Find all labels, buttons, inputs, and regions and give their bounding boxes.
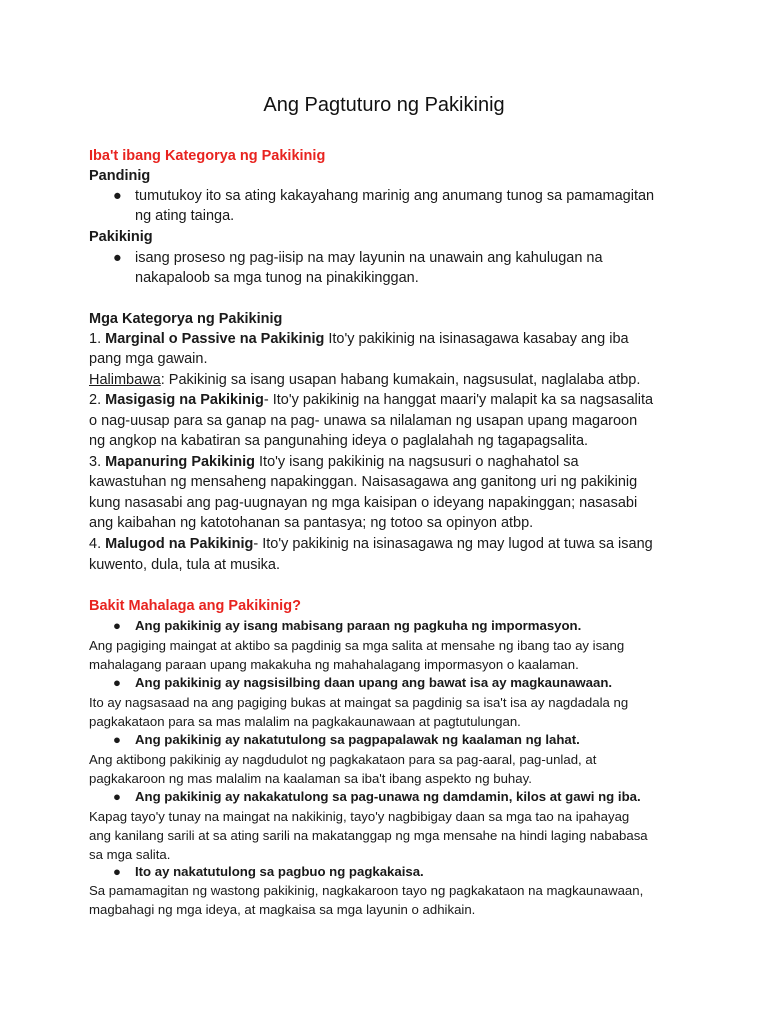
section-heading-kategorya: Iba't ibang Kategorya ng Pakikinig: [89, 148, 326, 164]
item-text-line: kuwento, dula, tula at musika.: [89, 557, 281, 573]
item-text-line: ang kaibahan ng katotohanan sa pantasya; ng totoo sa opinyon atbp.: [89, 515, 534, 531]
category-item-4: [89, 534, 679, 555]
reason-body-line: Ang aktibong pakikinig ay nagdudulot ng pagkakataon para sa pag-aaral, pag-unlad, at: [89, 752, 597, 767]
reason-title-text: Ito ay nakatutulong sa pagbuo ng pagkakaisa.: [135, 864, 424, 879]
bullet-icon: ●: [113, 732, 121, 747]
document-title: Ang Pagtuturo ng Pakikinig: [263, 94, 505, 116]
item-text-line: ng angkop na kabatiran sa pangunahing ideya o paglalahah ng tagapagsalita.: [89, 433, 589, 449]
bullet-icon: ●: [113, 789, 121, 804]
reason-body-line: mahalagang paraan upang makakuha ng mahahalagang impormasyon o kaalaman.: [89, 657, 579, 672]
item-title: Malugod na Pakikinig: [105, 536, 254, 552]
term-pakikinig: Pakikinig: [89, 229, 153, 245]
item-title: Masigasig na Pakikinig: [105, 392, 264, 408]
category-item-2: [89, 390, 679, 411]
reason-title-text: Ang pakikinig ay nakatutulong sa pagpapalawak ng kaalaman ng lahat.: [135, 732, 580, 747]
section-heading-bakit-mahalaga: Bakit Mahalaga ang Pakikinig?: [89, 598, 301, 614]
section-heading-mga-kategorya: Mga Kategorya ng Pakikinig: [89, 311, 283, 327]
reason-body-line: pagkakaroon ng mas malalim na kaalaman sa iba't ibang aspekto ng buhay.: [89, 771, 532, 786]
reason-body-line: Sa pamamagitan ng wastong pakikinig, nagkakaroon tayo ng pagkakataon na magkaunawaan,: [89, 883, 644, 898]
category-item-1: [89, 329, 679, 350]
item-text: Ito'y pakikinig na isinasagawa kasabay ang iba: [324, 331, 629, 347]
reason-body-line: Ito ay nagsasaad na ang pagiging bukas at maingat sa pagdinig sa isa't isa ay nagdadala ng: [89, 695, 629, 710]
reason-body-line: Kapag tayo'y tunay na maingat na nakikinig, tayo'y nagbibigay daan sa mga tao na ipahayag: [89, 809, 630, 824]
bullet-icon: ●: [113, 675, 121, 690]
reason-title-text: Ang pakikinig ay isang mabisang paraan ng pagkuha ng impormasyon.: [135, 618, 582, 633]
example-text: : Pakikinig sa isang usapan habang kumakain, nagsusulat, naglalaba atbp.: [160, 372, 641, 388]
item-title: Mapanuring Pakikinig: [105, 454, 255, 470]
bullet-icon: ●: [113, 618, 121, 633]
item-number: 2.: [89, 392, 106, 408]
item-text-line: o nag-uusap para sa ganap na pag- unawa sa nilalaman ng usapan upang magaroon: [89, 413, 638, 429]
bullet-icon: ●: [113, 188, 122, 204]
item-number: 1.: [89, 331, 106, 347]
reason-body-line: sa mga salita.: [89, 847, 171, 862]
bullet-text: nakapaloob sa mga tunog na pinakikinggan.: [135, 270, 419, 286]
example-line: [89, 370, 679, 391]
reason-body-line: ang kanilang sarili at sa ating sarili na makatanggap ng mga mensahe na hindi laging nababasa: [89, 828, 648, 843]
item-text: Ito'y isang pakikinig na nagsusuri o naghahatol sa: [254, 454, 579, 470]
item-text-line: kawastuhan ng mensaheng napakinggan. Naisasagawa ang ganitong uri ng pakikinig: [89, 474, 638, 490]
reason-title-text: Ang pakikinig ay nagsisilbing daan upang ang bawat isa ay magkaunawaan.: [135, 675, 613, 690]
bullet-text: tumutukoy ito sa ating kakayahang marinig ang anumang tunog sa pamamagitan: [135, 188, 655, 204]
item-number: 4.: [89, 536, 106, 552]
term-pandinig: Pandinig: [89, 168, 151, 184]
reason-title-text: Ang pakikinig ay nakakatulong sa pag-unawa ng damdamin, kilos at gawi ng iba.: [135, 789, 641, 804]
bullet-icon: ●: [113, 250, 122, 266]
bullet-text: ng ating tainga.: [135, 208, 235, 224]
item-text-line: kung nasasabi ang pag-uugnayan ng mga kaisipan o ideyang napakinggan; nasasabi: [89, 495, 638, 511]
bullet-text: isang proseso ng pag-iisip na may layunin na unawain ang kahulugan na: [135, 250, 603, 266]
reason-body-line: magbahagi ng mga ideya, at magkaisa sa mga layunin o adhikain.: [89, 902, 476, 917]
reason-body-line: Ang pagiging maingat at aktibo sa pagdinig sa mga salita at mensahe ng ibang tao ay isang: [89, 638, 625, 653]
item-text: - Ito'y pakikinig na hanggat maari'y malapit ka sa nagsasalita: [263, 392, 654, 408]
item-text: - Ito'y pakikinig na isinasagawa ng may lugod at tuwa sa isang: [253, 536, 653, 552]
bullet-icon: ●: [113, 864, 121, 879]
reason-body-line: pagkakataon para sa mas malalim na pagkakaunawaan at pagtutulungan.: [89, 714, 521, 729]
item-text-line: pang mga gawain.: [89, 351, 208, 367]
item-title: Marginal o Passive na Pakikinig: [105, 331, 325, 347]
category-item-3: [89, 452, 679, 473]
example-label: Halimbawa: [89, 372, 161, 388]
item-number: 3.: [89, 454, 106, 470]
